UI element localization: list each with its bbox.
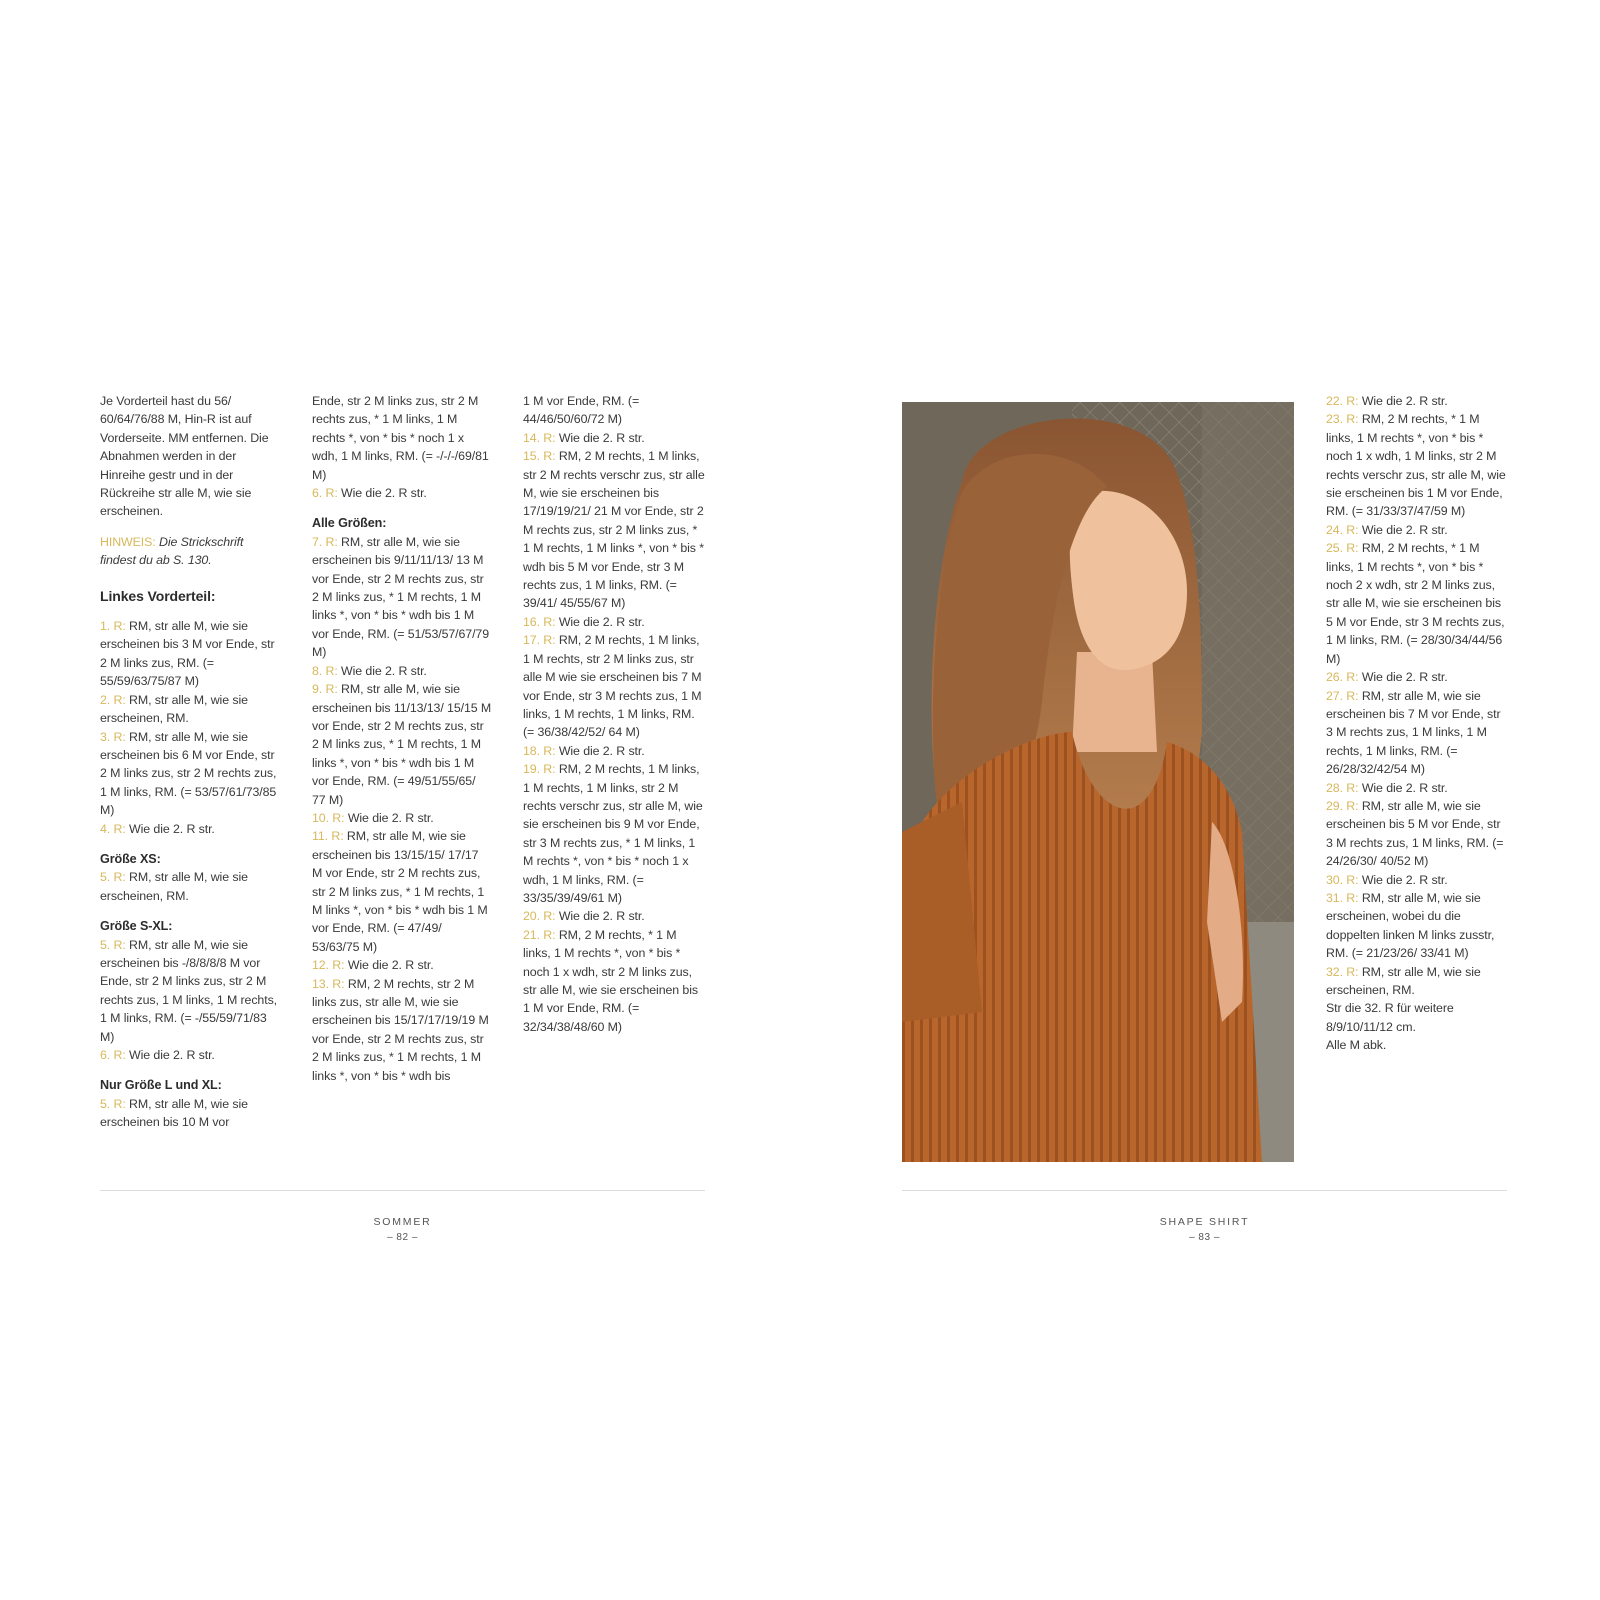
row-number: 7. R: [312, 534, 338, 549]
row-text: RM, str alle M, wie sie erscheinen bis 10 M vor [100, 1096, 248, 1130]
row-text: Wie die 2. R str. [1361, 670, 1448, 685]
row-number: 26. R: [1326, 670, 1359, 685]
row-number: 28. R: [1326, 780, 1359, 795]
row-instruction [100, 936, 280, 1046]
row-number: 20. R: [523, 909, 556, 924]
row-number: 13. R: [312, 976, 345, 991]
row-number: 5. R: [100, 870, 126, 885]
row-instruction [523, 613, 705, 631]
row-number: 9. R: [312, 682, 338, 697]
row-number: 6. R: [312, 486, 338, 501]
row-text: Wie die 2. R str. [347, 958, 434, 973]
row-list [100, 936, 280, 1065]
closing-text: Alle M abk. [1326, 1038, 1387, 1053]
row-text: RM, 2 M rechts, 1 M links, 1 M rechts, str 2 M links zus, str alle M wie sie erscheinen bis 7 M vor Ende, str 3 M rechts zus, 1 M links, 1 M rechts, 1 M links, RM. (= 36/38/42/52/ 64 M) [523, 633, 702, 740]
row-number: 32. R: [1326, 964, 1359, 979]
row-instruction [523, 907, 705, 925]
row-text: Wie die 2. R str. [1361, 780, 1448, 795]
row-text: RM, 2 M rechts, 1 M links, 1 M rechts, 1 M links, str 2 M rechts verschr zus, str alle M, wie sie erscheinen bis 9 M vor Ende, str 3 M rechts zus, * 1 M links, 1 M rechts *, von * bis * noch 1 x wdh, 1 M links, RM. (= 33/35/39/49/61 M) [523, 762, 703, 905]
row-number: 16. R: [523, 614, 556, 629]
row-instruction [523, 447, 705, 613]
row-number: 27. R: [1326, 688, 1359, 703]
section-heading-left-front: Linkes Vorderteil: [100, 587, 216, 604]
footer-rule-right [902, 1190, 1507, 1191]
row-list [312, 533, 492, 1085]
row-text: RM, 2 M rechts, 1 M links, str 2 M rechts verschr zus, str alle M, wie sie erscheinen bis 17/19/19/21/ 21 M vor Ende, str 2 M rechts zus, str 2 M links zus, * 1 M rechts, 1 M links *, von * bis * wdh bis 5 M vor Ende, str 3 M rechts zus, 1 M links, RM. (= 39/41/ 45/55/67 M) [523, 449, 705, 611]
row-instruction [100, 728, 280, 820]
row-text: RM, str alle M, wie sie erscheinen, RM. [100, 692, 248, 726]
row-list [1326, 392, 1508, 999]
size-heading-l-xl: Nur Größe L und XL: [100, 1078, 222, 1093]
row-text: Wie die 2. R str. [558, 430, 645, 445]
row-text: Wie die 2. R str. [341, 486, 427, 501]
row-list [523, 429, 705, 1036]
row-number: 24. R: [1326, 522, 1359, 537]
row-instruction [1326, 521, 1508, 539]
row-instruction [312, 533, 492, 662]
row-text: RM, str alle M, wie sie erscheinen, RM. [100, 870, 248, 903]
row-text: RM, 2 M rechts, * 1 M links, 1 M rechts *, von * bis * noch 1 x wdh, str 2 M links zus, str alle M, wie sie erscheinen bis 1 M vor Ende, RM. (= 32/34/38/48/60 M) [523, 927, 698, 1034]
photo-illustration [902, 402, 1294, 1162]
size-heading-all: Alle Größen: [312, 516, 387, 531]
row-instruction [523, 742, 705, 760]
row-list [100, 868, 280, 905]
row-instruction [100, 820, 280, 838]
row-number: 17. R: [523, 633, 556, 648]
row-instruction [312, 809, 492, 827]
row-instruction [523, 631, 705, 741]
text-column-4 [1326, 392, 1508, 1055]
row-text: RM, str alle M, wie sie erscheinen bis 9/11/11/13/ 13 M vor Ende, str 2 M rechts zus, str 2 M links zus, * 1 M rechts, 1 M links *, von * bis * wdh bis 1 M vor Ende, RM. (= 51/53/57/67/79 M) [312, 534, 490, 660]
row-instruction [1326, 871, 1508, 889]
row-list [100, 617, 280, 838]
row-instruction [1326, 779, 1508, 797]
row-text: RM, str alle M, wie sie erscheinen bis -/8/8/8/8 M vor Ende, str 2 M links zus, str 2 M rechts zus, 1 M links, 1 M rechts, 1 M links, RM. (= -/55/59/71/83 M) [100, 937, 278, 1044]
page-number: – 83 – [1189, 1232, 1220, 1243]
text-column-2 [312, 392, 492, 1085]
row-text: Wie die 2. R str. [1361, 394, 1448, 408]
row-text: RM, 2 M rechts, * 1 M links, 1 M rechts *, von * bis * noch 2 x wdh, str 2 M links zus, str alle M, wie sie erscheinen bis 5 M vor Ende, str 3 M rechts zus, 1 M links, RM. (= 28/30/34/44/56 M) [1326, 541, 1505, 666]
row-instruction [1326, 797, 1508, 871]
row-instruction [1326, 963, 1508, 1000]
row-number: 10. R: [312, 810, 345, 825]
continued-text: Ende, str 2 M links zus, str 2 M rechts zus, * 1 M links, 1 M rechts *, von * bis * noch 1 x wdh, 1 M links, RM. (= -/-/-/69/81 M) [312, 394, 489, 482]
size-heading-xs: Größe XS: [100, 851, 161, 866]
row-number: 3. R: [100, 729, 126, 744]
text-column-3 [523, 392, 705, 1036]
row-number: 6. R: [100, 1048, 126, 1062]
row-text: Wie die 2. R str. [129, 1048, 215, 1062]
row-instruction [1326, 889, 1508, 963]
footer-title: SHAPE SHIRT [1159, 1216, 1250, 1228]
footer-left [300, 1215, 505, 1245]
row-number: 1. R: [100, 619, 126, 634]
continued-text: 1 M vor Ende, RM. (= 44/46/50/60/72 M) [523, 394, 640, 427]
row-text: RM, str alle M, wie sie erscheinen bis 7 M vor Ende, str 3 M rechts zus, 1 M links, 1 M rechts, 1 M links, RM. (= 26/28/32/42/54 M) [1326, 688, 1501, 777]
row-instruction [100, 691, 280, 728]
row-instruction [312, 827, 492, 956]
hint-paragraph [100, 533, 280, 570]
row-text: Wie die 2. R str. [341, 663, 427, 678]
row-instruction [312, 975, 492, 1085]
hint-label: HINWEIS: [100, 534, 156, 549]
row-text: RM, str alle M, wie sie erscheinen, RM. [1326, 964, 1481, 997]
row-instruction [1326, 687, 1508, 779]
row-text: RM, 2 M rechts, str 2 M links zus, str alle M, wie sie erscheinen bis 15/17/17/19/19 M vor Ende, str 2 M rechts zus, str 2 M links zus, * 1 M rechts, 1 M links *, von * bis * wdh bis [312, 976, 489, 1083]
row-text: RM, str alle M, wie sie erscheinen bis 5 M vor Ende, str 3 M rechts zus, 1 M links, RM. (= 24/26/30/ 40/52 M) [1326, 798, 1504, 869]
footer-right [1102, 1215, 1307, 1245]
row-text: Wie die 2. R str. [347, 810, 434, 825]
row-instruction [523, 926, 705, 1036]
row-instruction [100, 868, 280, 905]
row-number: 8. R: [312, 663, 338, 678]
row-number: 31. R: [1326, 890, 1359, 905]
row-number: 4. R: [100, 821, 126, 836]
row-number: 25. R: [1326, 541, 1359, 556]
row-instruction [1326, 392, 1508, 410]
row-number: 5. R: [100, 937, 126, 952]
photo-woman-orange-shirt [902, 402, 1294, 1162]
intro-paragraph: Je Vorderteil hast du 56/ 60/64/76/88 M, Hin-R ist auf Vorderseite. MM entfernen. Die Abnahmen werden in der Hinreihe gestr und in der Rückreihe str alle M, wie sie erscheinen. [100, 394, 269, 519]
row-instruction [1326, 668, 1508, 686]
row-text: RM, str alle M, wie sie erscheinen bis 6 M vor Ende, str 2 M links zus, str 2 M rechts zus, 1 M links, RM. (= 53/57/61/73/85 M) [100, 729, 277, 818]
page-number: – 82 – [387, 1232, 418, 1243]
row-instruction [312, 484, 492, 502]
row-instruction [100, 1046, 280, 1064]
row-instruction [312, 956, 492, 974]
row-number: 21. R: [523, 927, 556, 942]
row-text: Wie die 2. R str. [558, 909, 645, 924]
row-number: 14. R: [523, 430, 556, 445]
footer-rule-left [100, 1190, 705, 1191]
text-column-1 [100, 392, 280, 1132]
row-instruction [312, 662, 492, 680]
footer-title: SOMMER [373, 1216, 432, 1228]
row-number: 18. R: [523, 743, 556, 758]
row-text: RM, str alle M, wie sie erscheinen bis 11/13/13/ 15/15 M vor Ende, str 2 M rechts zus, str 2 M links zus, * 1 M rechts, 1 M links *, von * bis * wdh bis 1 M vor Ende, RM. (= 49/51/55/65/ 77 M) [312, 682, 492, 807]
row-number: 30. R: [1326, 872, 1359, 887]
size-heading-s-xl: Größe S-XL: [100, 919, 173, 934]
row-number: 2. R: [100, 692, 126, 707]
hint-text: Die Strickschrift findest du ab S. 130. [100, 534, 244, 568]
closing-text: Str die 32. R für weitere 8/9/10/11/12 cm. [1326, 1001, 1454, 1034]
row-text: RM, str alle M, wie sie erscheinen bis 3 M vor Ende, str 2 M links zus, RM. (= 55/59/63/75/87 M) [100, 619, 275, 689]
row-instruction [523, 760, 705, 907]
row-list [100, 1095, 280, 1132]
row-number: 23. R: [1326, 412, 1359, 427]
row-text: RM, 2 M rechts, * 1 M links, 1 M rechts *, von * bis * noch 1 x wdh, 1 M links, str 2 M rechts verschr zus, str alle M, wie sie erscheinen bis 1 M vor Ende, RM. (= 31/33/37/47/59 M) [1326, 412, 1506, 519]
row-text: Wie die 2. R str. [129, 821, 215, 836]
row-text: Wie die 2. R str. [1361, 522, 1448, 537]
row-number: 19. R: [523, 762, 556, 777]
row-text: RM, str alle M, wie sie erscheinen, wobei du die doppelten linken M links zusstr, RM. (= 21/23/26/ 33/41 M) [1326, 890, 1495, 961]
row-text: Wie die 2. R str. [1361, 872, 1448, 887]
row-text: Wie die 2. R str. [558, 614, 645, 629]
row-text: Wie die 2. R str. [558, 743, 645, 758]
row-instruction [1326, 410, 1508, 520]
row-instruction [312, 680, 492, 809]
row-number: 5. R: [100, 1096, 126, 1111]
row-number: 29. R: [1326, 798, 1359, 813]
row-instruction [100, 1095, 280, 1132]
row-instruction [1326, 539, 1508, 668]
row-number: 12. R: [312, 958, 345, 973]
row-instruction [100, 617, 280, 691]
row-number: 15. R: [523, 449, 556, 464]
row-instruction [523, 429, 705, 447]
row-number: 22. R: [1326, 394, 1359, 408]
row-text: RM, str alle M, wie sie erscheinen bis 13/15/15/ 17/17 M vor Ende, str 2 M rechts zus, str 2 M links zus, * 1 M rechts, 1 M links *, von * bis * wdh bis 1 M vor Ende, RM. (= 47/49/ 53/63/75 M) [312, 829, 488, 954]
row-number: 11. R: [312, 829, 344, 844]
